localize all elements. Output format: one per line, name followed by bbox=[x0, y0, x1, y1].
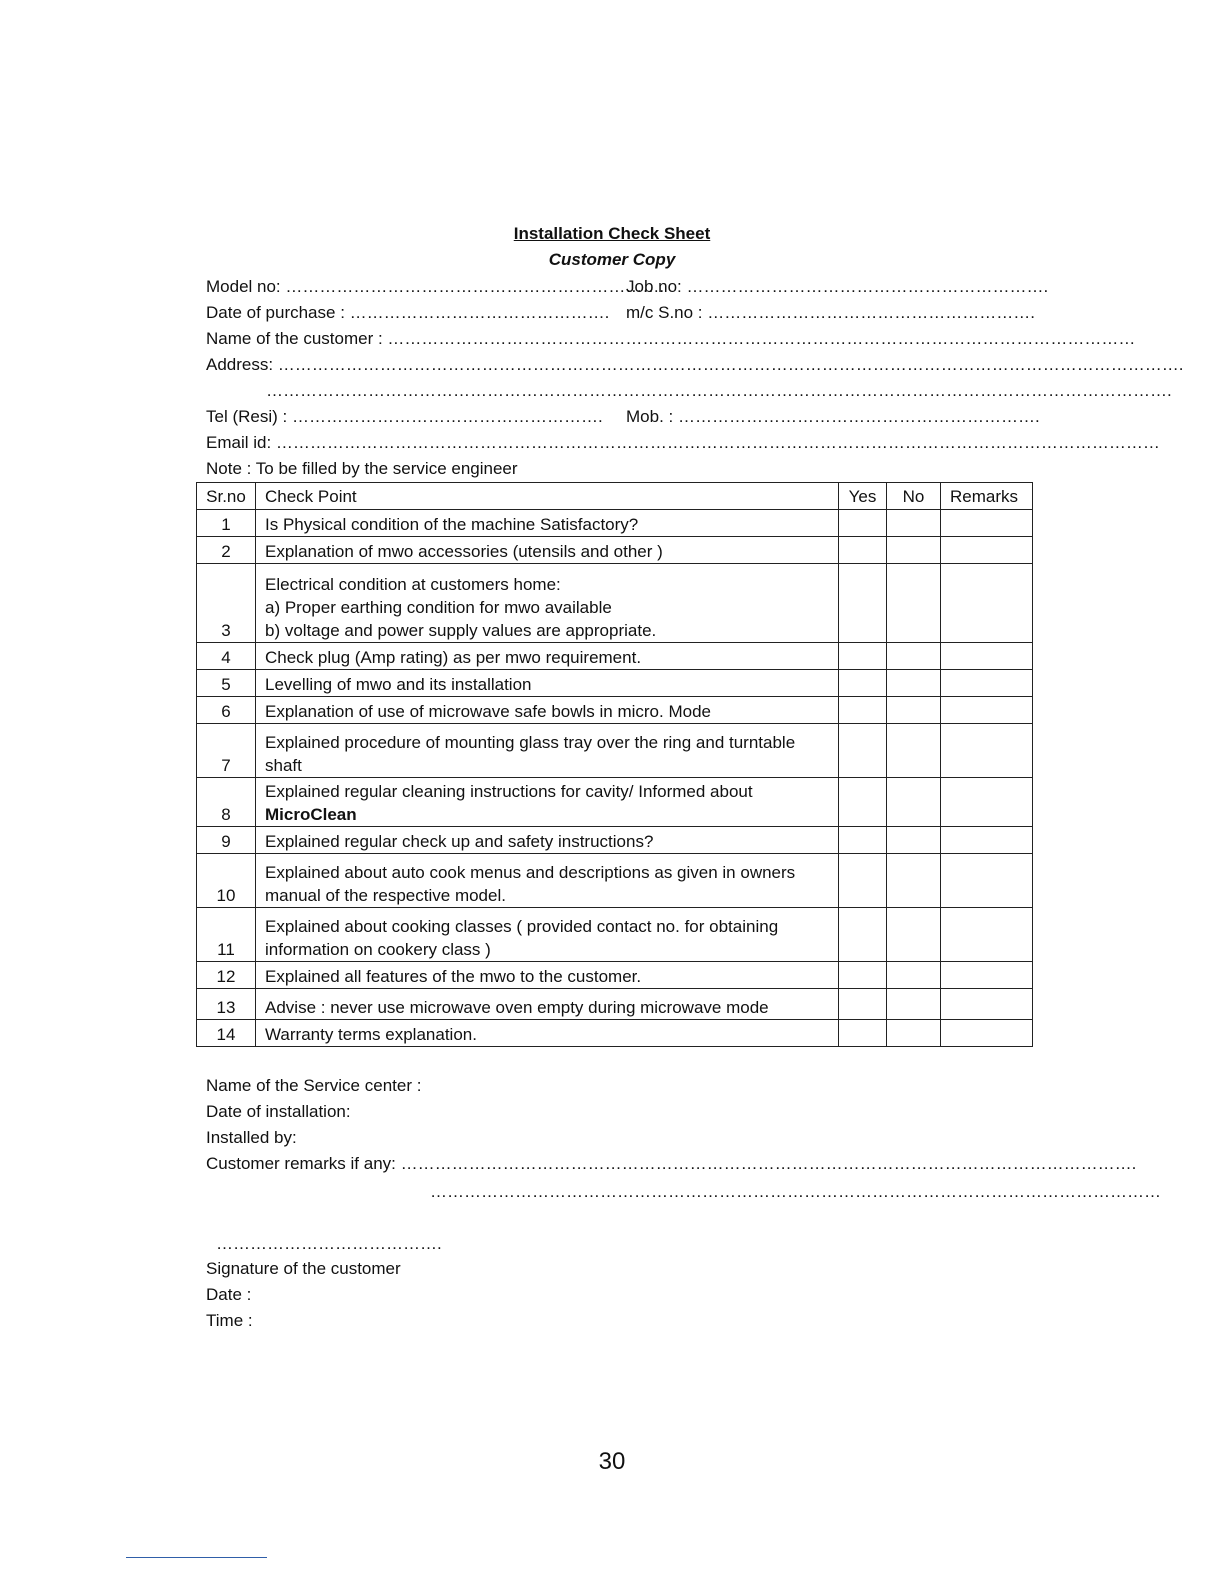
remarks-cell[interactable] bbox=[941, 1020, 1033, 1047]
row-srno: 1 bbox=[197, 510, 256, 537]
header-yes: Yes bbox=[839, 483, 887, 510]
row-srno: 10 bbox=[197, 854, 256, 908]
check-point-line: information on cookery class ) bbox=[265, 940, 491, 959]
table-row bbox=[197, 908, 1033, 962]
row-check-point bbox=[256, 778, 839, 827]
yes-cell[interactable] bbox=[839, 962, 887, 989]
date-label: Date : bbox=[206, 1285, 252, 1304]
row-srno: 3 bbox=[197, 564, 256, 643]
row-check-point bbox=[256, 670, 839, 697]
check-point-line: Is Physical condition of the machine Satisfactory? bbox=[265, 515, 639, 534]
sheet-title: Installation Check Sheet bbox=[513, 224, 711, 243]
check-point-line: Explanation of use of microwave safe bowls in micro. Mode bbox=[265, 702, 711, 721]
check-table bbox=[196, 482, 1033, 1047]
row-srno: 7 bbox=[197, 724, 256, 778]
table-row bbox=[197, 670, 1033, 697]
row-srno: 4 bbox=[197, 643, 256, 670]
date-of-installation-label: Date of installation: bbox=[206, 1102, 351, 1121]
table-row bbox=[197, 697, 1033, 724]
yes-cell[interactable] bbox=[839, 537, 887, 564]
remarks-cell[interactable] bbox=[941, 854, 1033, 908]
row-check-point bbox=[256, 510, 839, 537]
yes-cell[interactable] bbox=[839, 778, 887, 827]
row-check-point bbox=[256, 537, 839, 564]
table-row bbox=[197, 643, 1033, 670]
mc-sno-field: m/c S.no : …………………………………………………. bbox=[626, 303, 1035, 322]
yes-cell[interactable] bbox=[839, 827, 887, 854]
no-cell[interactable] bbox=[887, 510, 941, 537]
remarks-cell[interactable] bbox=[941, 962, 1033, 989]
table-row bbox=[197, 510, 1033, 537]
yes-cell[interactable] bbox=[839, 908, 887, 962]
no-cell[interactable] bbox=[887, 854, 941, 908]
sheet-subtitle: Customer Copy bbox=[548, 250, 676, 269]
row-srno: 8 bbox=[197, 778, 256, 827]
header-srno: Sr.no bbox=[197, 483, 256, 510]
yes-cell[interactable] bbox=[839, 989, 887, 1020]
check-point-line: Warranty terms explanation. bbox=[265, 1025, 477, 1044]
remarks-cell[interactable] bbox=[941, 697, 1033, 724]
yes-cell[interactable] bbox=[839, 510, 887, 537]
no-cell[interactable] bbox=[887, 962, 941, 989]
table-header-row bbox=[197, 483, 1033, 510]
yes-cell[interactable] bbox=[839, 854, 887, 908]
table-row bbox=[197, 827, 1033, 854]
no-cell[interactable] bbox=[887, 827, 941, 854]
table-row bbox=[197, 778, 1033, 827]
no-cell[interactable] bbox=[887, 989, 941, 1020]
row-check-point bbox=[256, 827, 839, 854]
check-point-line: Explained all features of the mwo to the customer. bbox=[265, 967, 642, 986]
header-remarks: Remarks bbox=[941, 483, 1033, 510]
address-field: Address: ……………………………………………………………………………………………………………………………………………. bbox=[206, 355, 1184, 374]
check-point-line: b) voltage and power supply values are appropriate. bbox=[265, 621, 657, 640]
customer-name-field: Name of the customer : …………………………………………………………………………………………………………………… bbox=[206, 329, 1136, 348]
no-cell[interactable] bbox=[887, 670, 941, 697]
table-row bbox=[197, 989, 1033, 1020]
yes-cell[interactable] bbox=[839, 1020, 887, 1047]
no-cell[interactable] bbox=[887, 537, 941, 564]
check-point-line: Explained procedure of mounting glass tray over the ring and turntable bbox=[265, 733, 796, 752]
check-point-line: shaft bbox=[265, 756, 302, 775]
header-check-point: Check Point bbox=[256, 483, 839, 510]
customer-remarks-field: Customer remarks if any: …………………………………………………………………………………………………………………. bbox=[206, 1154, 1137, 1173]
row-srno: 14 bbox=[197, 1020, 256, 1047]
remarks-cell[interactable] bbox=[941, 778, 1033, 827]
check-point-line: a) Proper earthing condition for mwo available bbox=[265, 598, 612, 617]
remarks-cell[interactable] bbox=[941, 537, 1033, 564]
check-point-line: Levelling of mwo and its installation bbox=[265, 675, 532, 694]
address-line2-field: ……………………………………………………………………………………………………………………………………………. bbox=[266, 381, 1172, 400]
check-point-line: manual of the respective model. bbox=[265, 886, 506, 905]
header-no: No bbox=[887, 483, 941, 510]
remarks-cell[interactable] bbox=[941, 724, 1033, 778]
no-cell[interactable] bbox=[887, 643, 941, 670]
no-cell[interactable] bbox=[887, 778, 941, 827]
remarks-cell[interactable] bbox=[941, 827, 1033, 854]
service-center-label: Name of the Service center : bbox=[206, 1076, 422, 1095]
yes-cell[interactable] bbox=[839, 697, 887, 724]
row-check-point bbox=[256, 1020, 839, 1047]
check-point-line: Explained about auto cook menus and descriptions as given in owners bbox=[265, 863, 796, 882]
row-srno: 11 bbox=[197, 908, 256, 962]
remarks-cell[interactable] bbox=[941, 908, 1033, 962]
check-point-line: Explained regular cleaning instructions for cavity/ Informed about bbox=[265, 782, 753, 801]
customer-remarks-line2: ………………………………………………………………………………………………………………… bbox=[430, 1182, 1161, 1201]
row-srno: 2 bbox=[197, 537, 256, 564]
table-row bbox=[197, 962, 1033, 989]
check-point-bold-line: MicroClean bbox=[265, 805, 357, 824]
check-point-line: Explained regular check up and safety instructions? bbox=[265, 832, 654, 851]
no-cell[interactable] bbox=[887, 1020, 941, 1047]
yes-cell[interactable] bbox=[839, 564, 887, 643]
model-no-field: Model no: …………………………………………………………. bbox=[206, 277, 665, 296]
table-row bbox=[197, 537, 1033, 564]
row-check-point bbox=[256, 724, 839, 778]
row-srno: 5 bbox=[197, 670, 256, 697]
table-row bbox=[197, 564, 1033, 643]
page-number: 30 bbox=[598, 1448, 626, 1475]
row-check-point bbox=[256, 854, 839, 908]
job-no-field: Job no: ………………………………………………………. bbox=[626, 277, 1049, 296]
note-text: Note : To be filled by the service engineer bbox=[206, 459, 518, 478]
footnote-rule bbox=[126, 1557, 267, 1558]
row-check-point bbox=[256, 908, 839, 962]
row-check-point bbox=[256, 564, 839, 643]
remarks-cell[interactable] bbox=[941, 564, 1033, 643]
row-check-point bbox=[256, 643, 839, 670]
check-point-line: Check plug (Amp rating) as per mwo requirement. bbox=[265, 648, 642, 667]
row-check-point bbox=[256, 962, 839, 989]
no-cell[interactable] bbox=[887, 697, 941, 724]
yes-cell[interactable] bbox=[839, 724, 887, 778]
remarks-cell[interactable] bbox=[941, 989, 1033, 1020]
check-point-line: Explanation of mwo accessories (utensils and other ) bbox=[265, 542, 663, 561]
row-srno: 12 bbox=[197, 962, 256, 989]
tel-resi-field: Tel (Resi) : ………………………………………………. bbox=[206, 407, 603, 426]
table-row bbox=[197, 724, 1033, 778]
yes-cell[interactable] bbox=[839, 643, 887, 670]
time-label: Time : bbox=[206, 1311, 253, 1330]
table-row bbox=[197, 854, 1033, 908]
row-check-point bbox=[256, 697, 839, 724]
yes-cell[interactable] bbox=[839, 670, 887, 697]
date-of-purchase-field: Date of purchase : ………………………………………. bbox=[206, 303, 610, 322]
mob-field: Mob. : ………………………………………………………. bbox=[626, 407, 1040, 426]
table-row bbox=[197, 1020, 1033, 1047]
remarks-cell[interactable] bbox=[941, 643, 1033, 670]
no-cell[interactable] bbox=[887, 908, 941, 962]
installed-by-label: Installed by: bbox=[206, 1128, 297, 1147]
signature-label: Signature of the customer bbox=[206, 1259, 401, 1278]
check-point-line: Electrical condition at customers home: bbox=[265, 575, 561, 594]
remarks-cell[interactable] bbox=[941, 510, 1033, 537]
no-cell[interactable] bbox=[887, 564, 941, 643]
row-srno: 13 bbox=[197, 989, 256, 1020]
no-cell[interactable] bbox=[887, 724, 941, 778]
remarks-cell[interactable] bbox=[941, 670, 1033, 697]
row-srno: 9 bbox=[197, 827, 256, 854]
row-check-point bbox=[256, 989, 839, 1020]
row-srno: 6 bbox=[197, 697, 256, 724]
check-point-line: Explained about cooking classes ( provided contact no. for obtaining bbox=[265, 917, 779, 936]
check-point-line: Advise : never use microwave oven empty during microwave mode bbox=[265, 998, 769, 1017]
email-field: Email id: ………………………………………………………………………………………………………………………………………… bbox=[206, 433, 1160, 452]
signature-line: …………………………………. bbox=[216, 1234, 442, 1253]
